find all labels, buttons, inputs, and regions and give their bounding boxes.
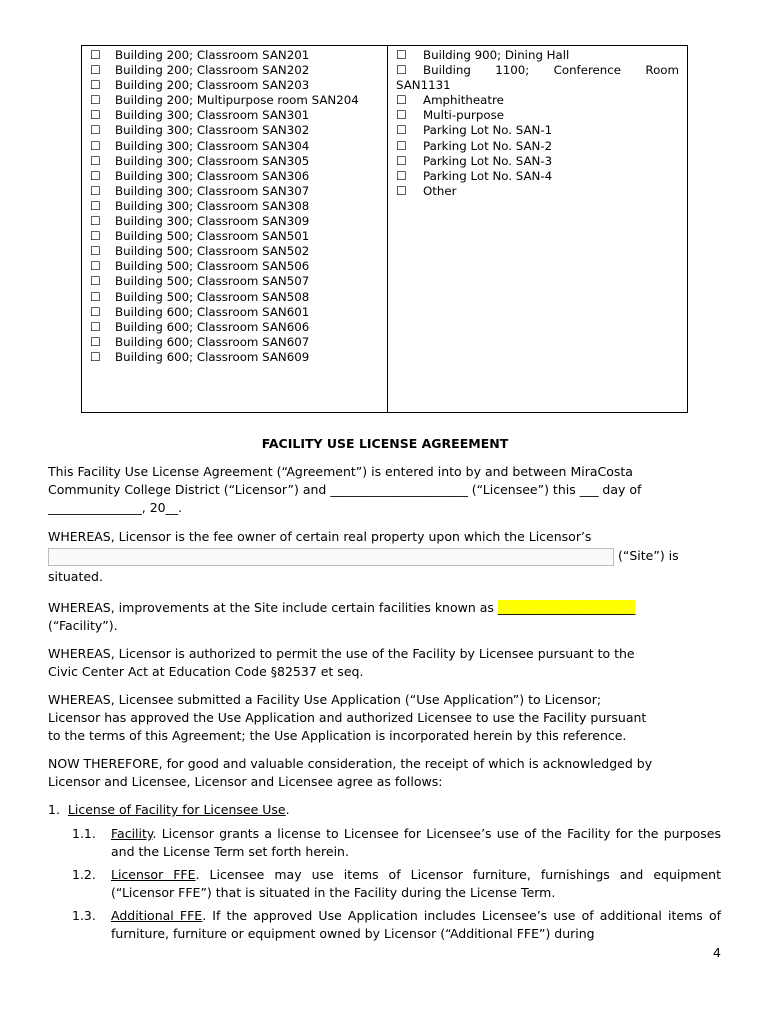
whereas-line: Licensor has approved the Use Application and authorized Licensee to use the Facility pursuant (48, 710, 647, 725)
subsection-number: 1.1. (72, 826, 96, 841)
room-option[interactable] (90, 335, 379, 350)
room-option-label: Parking Lot No. SAN-1 (423, 123, 553, 138)
subsection-number: 1.2. (72, 867, 96, 882)
room-list-right (388, 46, 687, 412)
room-option[interactable] (90, 48, 379, 63)
subsection-body: . Licensor grants a license to Licensee for Licensee’s use of the Facility for the purposes and the License Term set forth herein. (111, 826, 721, 859)
room-option-label: Building 500; Classroom SAN502 (115, 244, 310, 259)
room-option[interactable] (90, 199, 379, 214)
room-option[interactable] (396, 184, 679, 199)
subsection-item (72, 866, 752, 906)
room-option[interactable] (396, 63, 679, 78)
room-option-label: Building 200; Classroom SAN203 (115, 78, 310, 93)
room-option[interactable] (90, 108, 379, 123)
room-option[interactable] (90, 139, 379, 154)
subsection-text (111, 907, 721, 943)
checkbox-icon[interactable]: ☐ (90, 198, 101, 213)
checkbox-icon[interactable]: ☐ (90, 349, 101, 364)
now-line: Licensor and Licensee, Licensor and Licensee agree as follows: (48, 774, 443, 789)
subsection-heading: Additional FFE (111, 908, 203, 923)
room-option[interactable] (90, 169, 379, 184)
checkbox-icon[interactable]: ☐ (90, 304, 101, 319)
room-option-label: Building 300; Classroom SAN308 (115, 198, 310, 213)
room-list-left (82, 46, 388, 412)
room-option[interactable] (396, 93, 679, 108)
checkbox-icon[interactable]: ☐ (396, 108, 407, 123)
subsection-heading: Facility (111, 826, 153, 841)
intro-line: Community College District (“Licensor”) and ______________________ (“Licensee”) this ___ day of (48, 482, 642, 497)
room-option[interactable] (90, 320, 379, 335)
checkbox-icon[interactable]: ☐ (90, 183, 101, 198)
room-option-label: Building 300; Classroom SAN304 (115, 138, 310, 153)
room-option-label: Building 900; Dining Hall (423, 48, 570, 62)
checkbox-icon[interactable]: ☐ (396, 48, 407, 62)
subsection-text (111, 825, 721, 861)
room-option-label: Amphitheatre (423, 93, 504, 108)
checkbox-icon[interactable]: ☐ (90, 93, 101, 108)
whereas-line: WHEREAS, Licensor is the fee owner of certain real property upon which the Licensor’s (48, 529, 592, 544)
room-option-label: Building 300; Classroom SAN301 (115, 108, 310, 123)
subsection-body: . If the approved Use Application includes Licensee’s use of additional items of furniture, furniture or equipment owned by Licensor (“Additional FFE”) during (111, 908, 721, 941)
subsection-number: 1.3. (72, 908, 96, 923)
whereas-line: Civic Center Act at Education Code §82537 et seq. (48, 664, 364, 679)
checkbox-icon[interactable]: ☐ (90, 289, 101, 304)
checkbox-icon[interactable]: ☐ (396, 123, 407, 138)
room-option[interactable] (396, 169, 679, 184)
subsection-heading: Licensor FFE (111, 867, 196, 882)
section-title: License of Facility for Licensee Use (67, 802, 286, 817)
checkbox-icon[interactable]: ☐ (90, 138, 101, 153)
checkbox-icon[interactable]: ☐ (90, 244, 101, 259)
room-option-label: Building 500; Classroom SAN501 (115, 229, 310, 244)
room-option[interactable] (396, 108, 679, 123)
room-option[interactable] (90, 229, 379, 244)
intro-line: This Facility Use License Agreement (“Agreement”) is entered into by and between MiraCosta (48, 464, 633, 479)
section-heading: 1. License of Facility for Licensee Use. (48, 802, 290, 817)
whereas-line: WHEREAS, Licensor is authorized to permit the use of the Facility by Licensee pursuant to the (48, 646, 635, 661)
room-option-label: Building 200; Classroom SAN202 (115, 63, 310, 78)
room-option[interactable] (90, 214, 379, 229)
room-option-label: Parking Lot No. SAN-4 (423, 168, 553, 183)
room-option[interactable] (396, 139, 679, 154)
intro-paragraph (48, 463, 723, 517)
now-therefore-paragraph (48, 755, 723, 791)
checkbox-icon[interactable]: ☐ (396, 138, 407, 153)
subsection-item (72, 907, 752, 947)
room-option[interactable] (90, 123, 379, 138)
whereas-line: WHEREAS, Licensee submitted a Facility Use Application (“Use Application”) to Licensor; (48, 692, 602, 707)
checkbox-icon[interactable]: ☐ (396, 153, 407, 168)
checkbox-icon[interactable]: ☐ (90, 259, 101, 274)
room-option-label: Parking Lot No. SAN-2 (423, 138, 553, 153)
site-suffix: (“Site”) is (618, 548, 679, 563)
room-option[interactable] (396, 123, 679, 138)
room-option[interactable] (90, 154, 379, 169)
checkbox-icon[interactable]: ☐ (90, 319, 101, 334)
room-option-label: Building 500; Classroom SAN508 (115, 289, 310, 304)
subsection-text (111, 866, 721, 902)
room-option[interactable] (90, 259, 379, 274)
checkbox-icon[interactable]: ☐ (90, 123, 101, 138)
room-option[interactable] (90, 93, 379, 108)
room-option-label: Parking Lot No. SAN-3 (423, 153, 553, 168)
room-option-label: Other (423, 183, 457, 198)
subsection-body: . Licensee may use items of Licensor furniture, furnishings and equipment (“Licensor FFE”) that is situated in the Facility during the License Term. (111, 867, 721, 900)
room-option[interactable] (90, 350, 379, 365)
checkbox-icon[interactable]: ☐ (90, 63, 101, 78)
checkbox-icon[interactable]: ☐ (396, 183, 407, 198)
room-option-label: Building 200; Classroom SAN201 (115, 48, 310, 62)
room-option-label-continuation: SAN1131 (396, 78, 451, 93)
whereas-site-paragraph (48, 528, 723, 586)
checkbox-icon[interactable]: ☐ (90, 108, 101, 123)
checkbox-icon[interactable]: ☐ (90, 153, 101, 168)
whereas-line: WHEREAS, improvements at the Site include certain facilities known as (48, 600, 494, 615)
site-input[interactable] (48, 548, 614, 566)
checkbox-icon[interactable]: ☐ (90, 229, 101, 244)
whereas-facility-paragraph (48, 599, 723, 635)
subsection-item (72, 825, 752, 865)
whereas-application-paragraph (48, 691, 723, 745)
now-line: NOW THEREFORE, for good and valuable consideration, the receipt of which is acknowledged by (48, 756, 653, 771)
room-option[interactable] (90, 184, 379, 199)
room-option[interactable] (90, 305, 379, 320)
room-option-label: Building 500; Classroom SAN507 (115, 274, 310, 289)
checkbox-icon[interactable]: ☐ (90, 168, 101, 183)
room-option-label: Building 600; Classroom SAN607 (115, 334, 310, 349)
room-option-label: Building 500; Classroom SAN506 (115, 259, 310, 274)
room-option[interactable] (90, 78, 379, 93)
room-option[interactable] (90, 244, 379, 259)
whereas-line: (“Facility”). (48, 618, 118, 633)
room-option[interactable] (90, 63, 379, 78)
room-option-label: Building 300; Classroom SAN306 (115, 168, 310, 183)
agreement-title: FACILITY USE LICENSE AGREEMENT (261, 436, 509, 451)
checkbox-icon[interactable]: ☐ (396, 93, 407, 108)
facility-name-field[interactable]: ______________________ (497, 600, 636, 615)
room-option-label: Multi-purpose (423, 108, 505, 123)
room-option-label: Building 300; Classroom SAN302 (115, 123, 310, 138)
checkbox-icon[interactable]: ☐ (396, 168, 407, 183)
room-selection-table (81, 45, 688, 413)
room-option-label: Building 1100; Conference Room (423, 63, 679, 78)
intro-line: _______________, 20__. (48, 500, 183, 515)
room-option-label: Building 300; Classroom SAN307 (115, 183, 310, 198)
checkbox-icon[interactable]: ☐ (396, 63, 407, 78)
whereas-line: situated. (48, 568, 103, 584)
room-option[interactable] (396, 154, 679, 169)
room-option-label: Building 300; Classroom SAN309 (115, 214, 310, 229)
checkbox-icon[interactable]: ☐ (90, 274, 101, 289)
checkbox-icon[interactable]: ☐ (90, 48, 101, 62)
room-option-label: Building 600; Classroom SAN601 (115, 304, 310, 319)
checkbox-icon[interactable]: ☐ (90, 78, 101, 93)
whereas-line: to the terms of this Agreement; the Use Application is incorporated herein by this reference. (48, 728, 627, 743)
page-number: 4 (713, 945, 721, 960)
checkbox-icon[interactable]: ☐ (90, 334, 101, 349)
room-option[interactable] (90, 290, 379, 305)
room-option[interactable] (396, 48, 679, 63)
section-number: 1. (48, 802, 60, 817)
room-option-label: Building 200; Multipurpose room SAN204 (115, 93, 359, 108)
room-option-label: Building 600; Classroom SAN606 (115, 319, 310, 334)
checkbox-icon[interactable]: ☐ (90, 214, 101, 229)
whereas-authority-paragraph (48, 645, 723, 681)
room-option-label: Building 300; Classroom SAN305 (115, 153, 310, 168)
room-option-label: Building 600; Classroom SAN609 (115, 349, 310, 364)
room-option[interactable] (90, 274, 379, 289)
